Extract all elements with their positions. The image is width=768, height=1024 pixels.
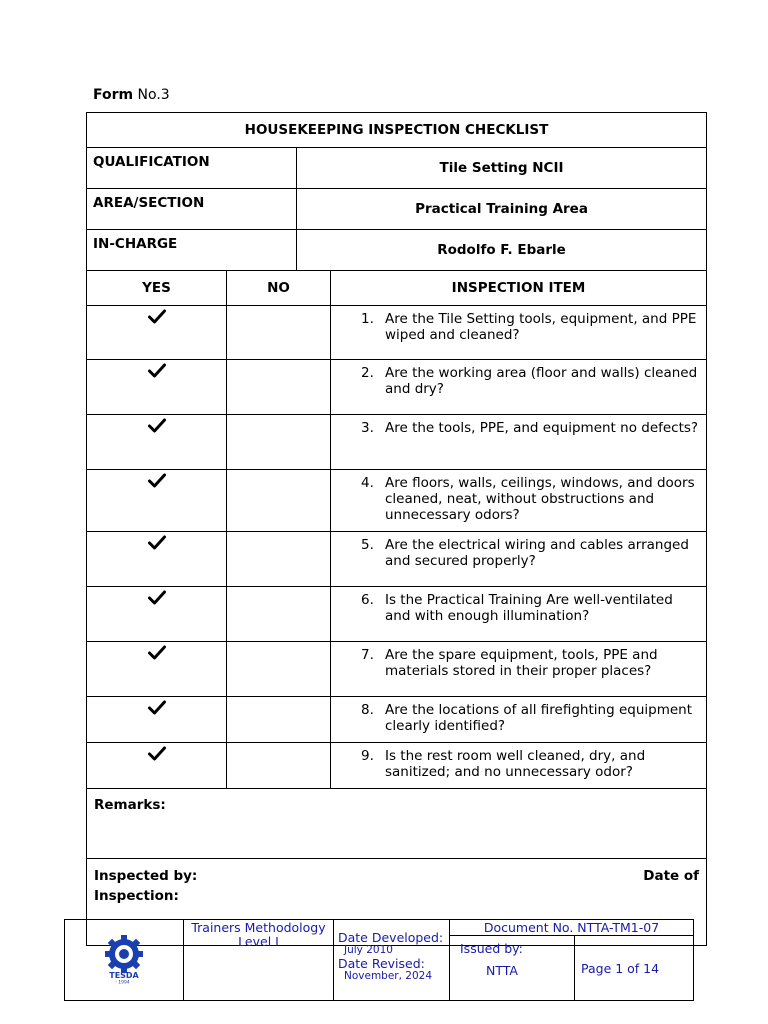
inspection-label: Inspection: <box>94 888 179 904</box>
column-header-row <box>87 271 707 306</box>
checklist-row <box>87 587 707 642</box>
item-number: 9. <box>361 748 374 764</box>
remarks-label: Remarks: <box>94 797 166 813</box>
item-number: 5. <box>361 537 374 553</box>
checklist-title: HOUSEKEEPING INSPECTION CHECKLIST <box>87 113 707 148</box>
issued-by <box>450 936 575 1001</box>
inspection-checklist-table <box>86 112 707 946</box>
tesda-gear-icon <box>100 934 148 984</box>
item-number: 3. <box>361 420 374 436</box>
checklist-row <box>87 642 707 697</box>
checklist-row <box>87 360 707 415</box>
inspection-item <box>331 470 707 532</box>
no-header: NO <box>227 271 331 306</box>
inspection-item <box>331 743 707 789</box>
item-number: 6. <box>361 592 374 608</box>
item-text: Are the tools, PPE, and equipment no defects? <box>385 420 699 436</box>
no-cell[interactable] <box>227 697 331 743</box>
no-cell[interactable] <box>227 532 331 587</box>
checklist-row <box>87 697 707 743</box>
no-cell[interactable] <box>227 587 331 642</box>
no-cell[interactable] <box>227 415 331 470</box>
yes-cell[interactable] <box>87 743 227 789</box>
checkmark-icon <box>148 363 166 378</box>
item-number: 8. <box>361 702 374 718</box>
tesda-logo <box>65 920 184 1001</box>
logo-text: TESDA <box>109 970 139 980</box>
issued-by-label: Issued by: <box>460 941 523 956</box>
issued-by-value: NTTA <box>486 963 518 978</box>
item-text: Are the working area (floor and walls) cleaned and dry? <box>385 365 698 397</box>
date-revised-label: Date Revised: <box>338 956 425 971</box>
item-text: Is the rest room well cleaned, dry, and sanitized; and no unnecessary odor? <box>385 748 646 780</box>
checkmark-icon <box>148 645 166 660</box>
info-row-qualification <box>87 148 707 189</box>
checklist-row <box>87 415 707 470</box>
info-label: QUALIFICATION <box>87 148 297 189</box>
trainers-methodology: Trainers Methodology Level I <box>184 920 334 1001</box>
info-value: Tile Setting NCII <box>297 148 707 189</box>
info-row-in-charge <box>87 230 707 271</box>
item-text: Is the Practical Training Are well-ventilated and with enough illumination? <box>385 592 673 624</box>
no-cell[interactable] <box>227 360 331 415</box>
inspected-by-label: Inspected by: <box>94 868 198 884</box>
checkmark-icon <box>148 473 166 488</box>
info-label: AREA/SECTION <box>87 189 297 230</box>
item-text: Are floors, walls, ceilings, windows, and doors cleaned, neat, without obstructions and unnecessary odors? <box>385 475 695 523</box>
logo-year: · 1994 · <box>115 980 133 984</box>
inspection-item <box>331 360 707 415</box>
info-row-area <box>87 189 707 230</box>
yes-cell[interactable] <box>87 415 227 470</box>
item-number: 1. <box>361 311 374 327</box>
info-value: Rodolfo F. Ebarle <box>297 230 707 271</box>
checkmark-icon <box>148 746 166 761</box>
yes-cell[interactable] <box>87 306 227 360</box>
yes-header: YES <box>87 271 227 306</box>
yes-cell[interactable] <box>87 360 227 415</box>
form-number: Form No.3 <box>93 87 170 103</box>
item-number: 2. <box>361 365 374 381</box>
item-text: Are the locations of all firefighting equipment clearly identified? <box>385 702 692 734</box>
yes-cell[interactable] <box>87 470 227 532</box>
no-cell[interactable] <box>227 306 331 360</box>
page-number: Page 1 of 14 <box>575 936 694 1001</box>
checkmark-icon <box>148 700 166 715</box>
inspection-item-header: INSPECTION ITEM <box>331 271 707 306</box>
checklist-row <box>87 306 707 360</box>
item-text: Are the spare equipment, tools, PPE and materials stored in their proper places? <box>385 647 658 679</box>
inspection-item <box>331 642 707 697</box>
inspection-item <box>331 306 707 360</box>
no-cell[interactable] <box>227 470 331 532</box>
item-number: 7. <box>361 647 374 663</box>
checkmark-icon <box>148 418 166 433</box>
yes-cell[interactable] <box>87 642 227 697</box>
inspection-item <box>331 587 707 642</box>
date-of-label: Date of <box>643 868 700 884</box>
info-value: Practical Training Area <box>297 189 707 230</box>
no-cell[interactable] <box>227 642 331 697</box>
checkmark-icon <box>148 535 166 550</box>
item-number: 4. <box>361 475 374 491</box>
no-cell[interactable] <box>227 743 331 789</box>
document-dates <box>334 920 450 1001</box>
date-revised: November, 2024 <box>344 970 433 982</box>
checklist-row <box>87 470 707 532</box>
info-label: IN-CHARGE <box>87 230 297 271</box>
date-developed-label: Date Developed: <box>338 930 444 945</box>
checkmark-icon <box>148 590 166 605</box>
inspection-item <box>331 415 707 470</box>
checklist-row <box>87 743 707 789</box>
item-text: Are the electrical wiring and cables arranged and secured properly? <box>385 537 689 569</box>
checklist-row <box>87 532 707 587</box>
checkmark-icon <box>148 309 166 324</box>
remarks-field[interactable] <box>87 789 707 859</box>
inspection-item <box>331 532 707 587</box>
inspection-item <box>331 697 707 743</box>
yes-cell[interactable] <box>87 532 227 587</box>
document-footer <box>64 919 694 1001</box>
item-text: Are the Tile Setting tools, equipment, and PPE wiped and cleaned? <box>385 311 697 343</box>
date-developed: July 2010 <box>344 944 393 956</box>
yes-cell[interactable] <box>87 697 227 743</box>
yes-cell[interactable] <box>87 587 227 642</box>
document-number: Document No. NTTA-TM1-07 <box>450 920 694 936</box>
